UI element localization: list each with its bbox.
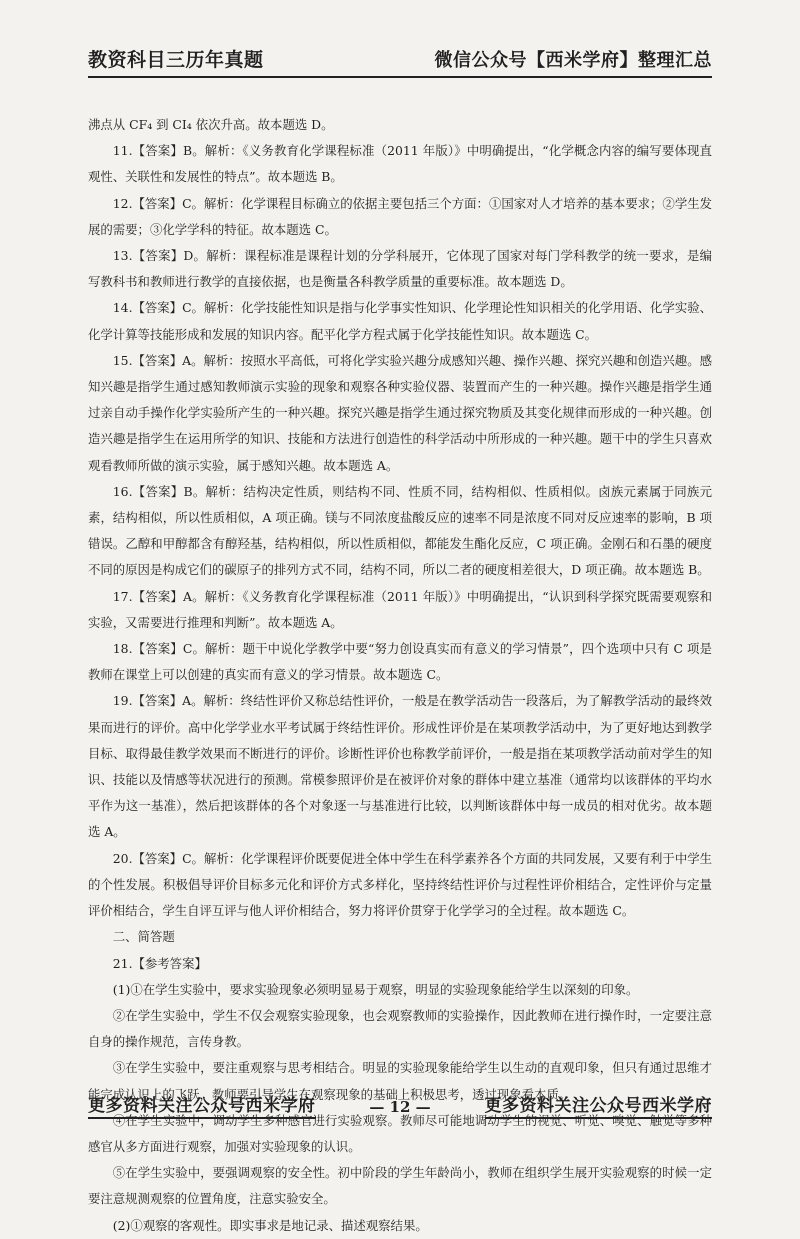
answer-16: 16.【答案】B。解析：结构决定性质，则结构不同、性质不同，结构相似、性质相似。卤族元素属于同族元素，结构相似，所以性质相似，A 项正确。镁与不同浓度盐酸反应的速率不同是浓度不同对反应速率的影响，B 项错误。乙醇和甲醇都含有醇羟基，结构相似，所以性质相似，都能发生酯化反应，C 项正确。金刚石和石墨的硬度不同的原因是构成它们的碳原子的排列方式不同，结构不同，所以二者的硬度相差很大，D 项正确。故本题选 B。 bbox=[88, 483, 712, 578]
answer-21-heading: 21.【参考答案】 bbox=[112, 955, 207, 971]
answer-18: 18.【答案】C。解析：题干中说化学教学中要“努力创设真实而有意义的学习情景”，四个选项中只有 C 项是教师在课堂上可以创建的真实而有意义的学习情景。故本题选 C。 bbox=[88, 641, 712, 683]
answer-17: 17.【答案】A。解析：《义务教育化学课程标准（2011 年版）》中明确提出，“认识到科学探究既需要观察和实验，又需要进行推理和判断”。故本题选 A。 bbox=[88, 588, 712, 630]
answer-20: 20.【答案】C。解析：化学课程评价既要促进全体中学生在科学素养各个方面的共同发展，又要有利于中学生的个性发展。积极倡导评价目标多元化和评价方式多样化，坚持终结性评价与过程性评价相结合，定性评价与定量评价相结合，学生自评互评与他人评价相结合，努力将评价贯穿于化学学习的全过程。故本题选 C。 bbox=[88, 850, 712, 919]
answer-12: 12.【答案】C。解析：化学课程目标确立的依据主要包括三个方面：①国家对人才培养的基本要求；②学生发展的需要；③化学学科的特征。故本题选 C。 bbox=[88, 195, 712, 237]
answer-21-item: (1)①在学生实验中，要求实验现象必须明显易于观察，明显的实验现象能给学生以深刻的印象。 bbox=[112, 981, 639, 997]
answer-21-item: ③在学生实验中，要注重观察与思考相结合。明显的实验现象能给学生以生动的直观印象，但只有通过思维才能完成认识上的飞跃，教师要引导学生在观察现象的基础上积极思考，透过现象看本质。 bbox=[88, 1060, 712, 1102]
answer-15: 15.【答案】A。解析：按照水平高低，可将化学实验兴趣分成感知兴趣、操作兴趣、探究兴趣和创造兴趣。感知兴趣是指学生通过感知教师演示实验的现象和观察各种实验仪器、装置而产生的一种兴趣。操作兴趣是指学生通过亲自动手操作化学实验所产生的一种兴趣。探究兴趣是指学生通过探究物质及其变化规律而形成的一种兴趣。创造兴趣是指学生在运用所学的知识、技能和方法进行创造性的科学活动中所形成的一种兴趣。题干中的学生只喜欢观看教师所做的演示实验，属于感知兴趣。故本题选 A。 bbox=[88, 352, 712, 473]
section-heading: 二、简答题 bbox=[112, 929, 175, 945]
answer-13: 13.【答案】D。解析：课程标准是课程计划的分学科展开，它体现了国家对每门学科教学的统一要求，是编写教科书和教师进行教学的直接依据，也是衡量各科教学质量的重要标准。故本题选 D。 bbox=[88, 248, 712, 290]
footer-left-note: 更多资料关注公众号西米学府 bbox=[88, 1091, 316, 1119]
answer-11: 11.【答案】B。解析：《义务教育化学课程标准（2011 年版）》中明确提出，“化学概念内容的编写要体现直观性、关联性和发展性的特点”。故本题选 B。 bbox=[88, 143, 712, 185]
answer-21-item: ②在学生实验中，学生不仅会观察实验现象，也会观察教师的实验操作，因此教师在进行操作时，一定要注意自身的操作规范，言传身教。 bbox=[88, 1007, 712, 1050]
answer-19: 19.【答案】A。解析：终结性评价又称总结性评价，一般是在教学活动告一段落后，为了解教学活动的最终效果而进行的评价。高中化学学业水平考试属于终结性评价。形成性评价是在某项教学活动中，为了更好地达到教学目标、取得最佳教学效果而不断进行的评价。诊断性评价也称教学前评价，一般是指在某项教学活动前对学生的知识、技能以及情感等状况进行的预测。常模参照评价是在被评价对象的群体中建立基准（通常均以该群体的平均水平作为这一基准），然后把该群体的各个对象逐一与基准进行比较，以判断该群体中每一成员的相对优劣。故本题选 A。 bbox=[88, 693, 712, 840]
page-body bbox=[88, 112, 712, 1239]
page-footer bbox=[88, 1090, 712, 1120]
header-title: 教资科目三历年真题 bbox=[88, 49, 264, 71]
page-number: — 12 — bbox=[369, 1098, 431, 1116]
answer-21-item: (2)①观察的客观性。即实事求是地记录、描述观察结果。 bbox=[112, 1217, 428, 1233]
page-header bbox=[88, 38, 712, 78]
paragraph-continuation: 沸点从 CF₄ 到 CI₄ 依次升高。故本题选 D。 bbox=[88, 117, 334, 132]
answer-21-item: ④在学生实验中，调动学生多种感官进行实验观察。教师尽可能地调动学生的视觉、听觉、嗅觉、触觉等多种感官从多方面进行观察，加强对实验现象的认识。 bbox=[88, 1112, 712, 1154]
header-source: 微信公众号【西米学府】整理汇总 bbox=[434, 50, 712, 71]
answer-21-item: ⑤在学生实验中，要强调观察的安全性。初中阶段的学生年龄尚小，教师在组织学生展开实验观察的时候一定要注意规测观察的位置角度，注意实验安全。 bbox=[88, 1165, 712, 1207]
answer-14: 14.【答案】C。解析：化学技能性知识是指与化学事实性知识、化学理论性知识相关的化学用语、化学实验、化学计算等技能形成和发展的知识内容。配平化学方程式属于化学技能性知识。故本题选 C。 bbox=[88, 300, 712, 342]
footer-right-note: 更多资料关注公众号西米学府 bbox=[485, 1091, 713, 1119]
